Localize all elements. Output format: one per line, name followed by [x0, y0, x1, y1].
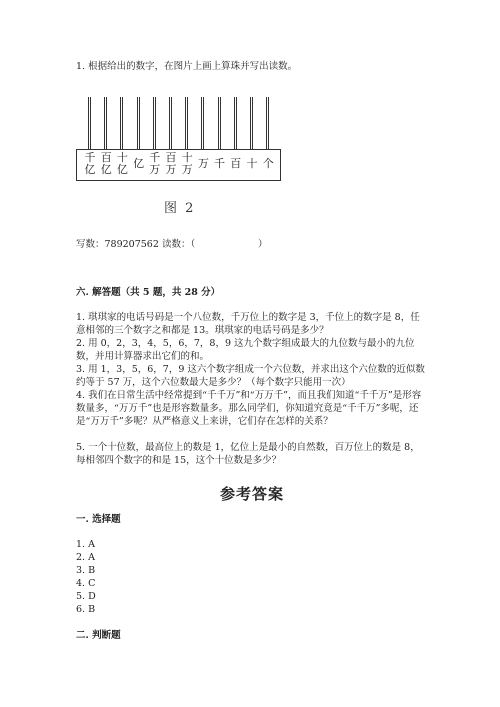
- abacus-rod: [120, 97, 123, 149]
- question-6-1: 1. 琪琪家的电话号码是一个八位数，千万位上的数字是 3，千位上的数字是 8，任意相邻的三个数字之和都是 13。琪琪家的电话号码是多少？: [76, 312, 420, 336]
- answer-item: 5. D: [76, 591, 96, 602]
- place-value-label: 百万: [165, 151, 177, 176]
- abacus-rod: [234, 97, 237, 149]
- question-6-5: 5. 一个十位数，最高位上的数是 1，亿位上是最小的自然数，百万位上的数是 8，每相邻四个数字的和是 15，这个十位数是多少？: [76, 442, 420, 466]
- abacus-rod: [169, 97, 172, 149]
- place-value-label: 十: [246, 157, 258, 170]
- answer-item: 4. C: [76, 578, 96, 589]
- question-1-prompt: 1. 根据给出的数字，在图片上画上算珠并写出读数。: [76, 61, 298, 72]
- place-value-label: 个: [262, 157, 274, 170]
- answer-item: 2. A: [76, 552, 95, 563]
- abacus-rod: [137, 97, 140, 149]
- answers-title: 参考答案: [220, 485, 285, 503]
- place-value-label: 万: [197, 157, 209, 170]
- place-value-label: 十万: [181, 151, 193, 176]
- answers-section-1-heading: 一. 选择题: [76, 514, 121, 525]
- place-value-label: 千: [214, 157, 226, 170]
- place-value-label: 十亿: [116, 151, 128, 176]
- place-value-label: 百: [230, 157, 242, 170]
- abacus-rod: [153, 97, 156, 149]
- answer-item: 1. A: [76, 539, 95, 550]
- place-value-label: 百亿: [100, 151, 112, 176]
- place-value-label: 千万: [149, 151, 161, 176]
- abacus-rod: [88, 97, 91, 149]
- abacus-rod: [104, 97, 107, 149]
- answer-item: 3. B: [76, 565, 96, 576]
- abacus-rod: [218, 97, 221, 149]
- read-close-paren: ）: [258, 239, 268, 250]
- abacus-rod: [250, 97, 253, 149]
- figure-caption: 图 2: [164, 201, 196, 216]
- abacus-rod: [266, 97, 269, 149]
- place-value-label: 千亿: [84, 151, 96, 176]
- answer-item: 6. B: [76, 604, 96, 615]
- write-number-label: 写数：789207562: [76, 239, 159, 250]
- place-value-label: 亿: [133, 157, 145, 170]
- read-label: 读数：（: [162, 239, 196, 250]
- answers-section-2-heading: 二. 判断题: [76, 630, 121, 641]
- abacus-rod: [201, 97, 204, 149]
- section-6-heading: 六. 解答题（共 5 题，共 28 分）: [76, 287, 221, 298]
- question-6-3: 3. 用 1，3，5，6，7，9 这六个数字组成一个六位数，并求出这个六位数的近似数约等于 57 万，这个六位数最大是多少？（每个数字只能用一次）: [76, 364, 425, 388]
- question-6-2: 2. 用 0，2，3，4，5，6，7，8，9 这九个数字组成最大的九位数与最小的九位数，并用计算器求出它们的和。: [76, 338, 415, 362]
- question-6-4: 4. 我们在日常生活中经常提到“千千万”和“万万千”，而且我们知道“千千万”是形容数量多，“万万千”也是形容数量多。那么同学们，你知道究竟是“千千万”多呢，还是“万万千”多呢？从严格意义上来讲，它们存在怎样的关系？: [76, 390, 422, 427]
- abacus-rod: [185, 97, 188, 149]
